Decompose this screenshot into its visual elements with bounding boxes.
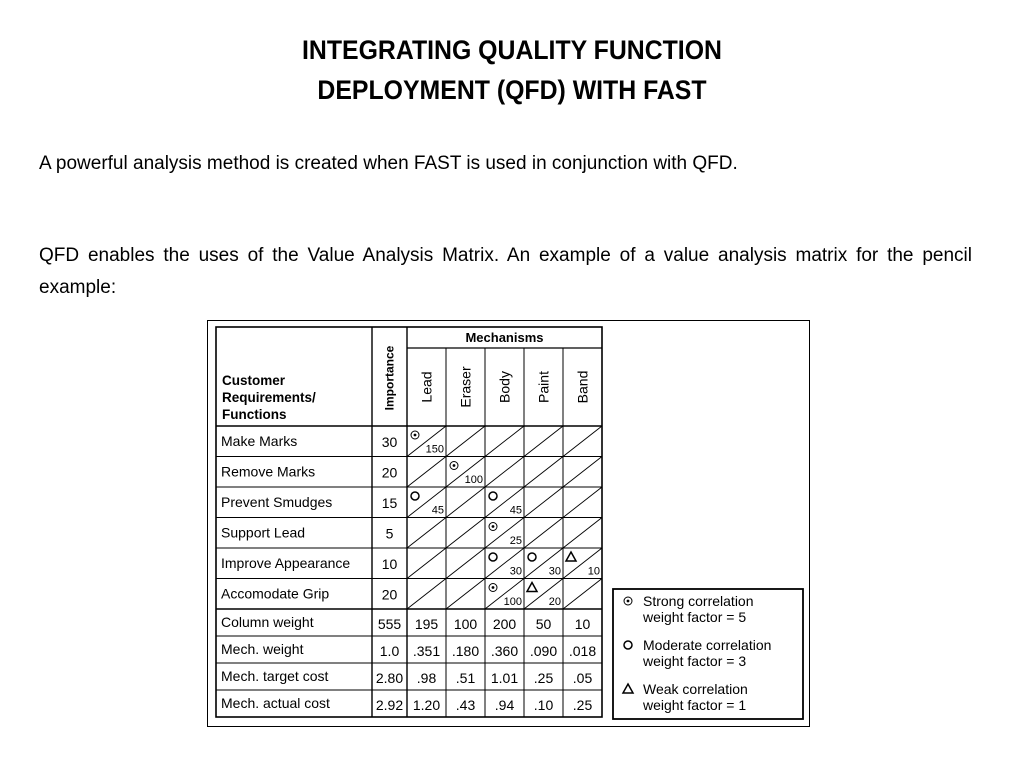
- summary-row-label: Mech. actual cost: [221, 695, 330, 711]
- summary-value: .94: [494, 697, 515, 713]
- row-label: Improve Appearance: [221, 555, 351, 571]
- cell-diagonal: [563, 426, 602, 457]
- legend-text: Strong correlation: [643, 593, 754, 609]
- summary-value: .51: [455, 670, 476, 686]
- row-header-label: Customer: [222, 373, 286, 388]
- row-header-label: Functions: [222, 407, 287, 422]
- summary-value: .351: [412, 643, 441, 659]
- cell-diagonal: [407, 548, 446, 579]
- row-label: Make Marks: [221, 433, 298, 449]
- cell-diagonal: [407, 457, 446, 488]
- legend-triangle-icon: [623, 684, 633, 693]
- row-importance: 20: [381, 464, 398, 481]
- summary-row-label: Mech. weight: [221, 641, 304, 657]
- summary-value: 10: [574, 616, 591, 632]
- summary-value: 1.20: [412, 697, 441, 713]
- cell-diagonal: [446, 579, 485, 610]
- cell-value: 45: [509, 504, 522, 517]
- cell-diagonal: [563, 518, 602, 549]
- cell-symbol-circled-dot-center: [453, 464, 456, 467]
- mechanism-header-eraser: Eraser: [457, 366, 474, 408]
- summary-value: 2.80: [375, 670, 404, 686]
- title-line-1: INTEGRATING QUALITY FUNCTION: [302, 35, 722, 65]
- mechanism-header-paint: Paint: [535, 371, 552, 403]
- cell-symbol-circled-dot-center: [414, 434, 417, 437]
- cell-diagonal: [563, 579, 602, 610]
- summary-value: 195: [414, 616, 439, 632]
- cell-value: 30: [509, 565, 522, 578]
- row-header-label: Requirements/: [222, 390, 316, 405]
- cell-diagonal: [563, 457, 602, 488]
- cell-diagonal: [524, 426, 563, 457]
- summary-value: .10: [533, 697, 554, 713]
- cell-symbol-circle-icon: [411, 492, 419, 500]
- paragraph-2: QFD enables the uses of the Value Analysis Matrix. An example of a value analysis matrix for the pencil example:: [39, 245, 972, 298]
- legend-text: weight factor = 5: [643, 609, 747, 625]
- cell-diagonal: [485, 426, 524, 457]
- summary-value: .25: [533, 670, 554, 686]
- legend-circle-icon: [624, 641, 632, 649]
- mechanisms-header: Mechanisms: [465, 330, 544, 345]
- summary-value: 100: [453, 616, 478, 632]
- cell-value: 25: [509, 535, 522, 547]
- row-label: Accomodate Grip: [221, 585, 330, 602]
- cell-diagonal: [485, 457, 524, 488]
- summary-value: .018: [568, 643, 597, 659]
- paragraph-1: A powerful analysis method is created when FAST is used in conjunction with QFD.: [39, 153, 738, 174]
- title-line-2: DEPLOYMENT (QFD) WITH FAST: [317, 75, 707, 105]
- cell-symbol-circle-icon: [489, 553, 497, 561]
- value-analysis-matrix-figure: [207, 320, 810, 727]
- summary-value: .25: [572, 697, 593, 713]
- importance-header: Importance: [382, 345, 397, 411]
- summary-value: .43: [455, 697, 476, 713]
- summary-value: 1.01: [490, 670, 519, 686]
- summary-value: 2.92: [375, 697, 404, 713]
- row-importance: 10: [381, 556, 398, 572]
- summary-value: 555: [377, 616, 402, 632]
- cell-diagonal: [524, 487, 563, 518]
- cell-diagonal: [563, 487, 602, 518]
- cell-symbol-triangle-icon: [527, 583, 537, 592]
- summary-value: .05: [572, 670, 593, 686]
- summary-value: 50: [535, 616, 552, 632]
- row-importance: 30: [381, 434, 398, 450]
- summary-value: .180: [451, 643, 480, 659]
- cell-value: 30: [548, 565, 561, 578]
- cell-diagonal: [407, 518, 446, 549]
- cell-value: 10: [587, 565, 600, 578]
- cell-value: 100: [503, 596, 522, 608]
- cell-diagonal: [524, 457, 563, 488]
- cell-value: 100: [464, 474, 483, 486]
- summary-row-label: Mech. target cost: [221, 668, 329, 684]
- mechanism-header-lead: Lead: [418, 371, 435, 403]
- cell-symbol-circle-icon: [528, 553, 536, 561]
- cell-diagonal: [446, 426, 485, 457]
- row-label: Prevent Smudges: [221, 494, 333, 510]
- summary-value: .360: [490, 643, 519, 659]
- cell-symbol-circled-dot-center: [492, 586, 495, 589]
- cell-value: 20: [548, 596, 561, 608]
- summary-value: .090: [529, 643, 558, 659]
- mechanism-header-band: Band: [574, 370, 591, 404]
- summary-value: 1.0: [379, 643, 400, 659]
- row-importance: 5: [385, 525, 394, 542]
- summary-value: .98: [416, 670, 437, 686]
- row-label: Support Lead: [221, 524, 306, 541]
- cell-diagonal: [446, 487, 485, 518]
- summary-value: 200: [492, 616, 517, 632]
- legend-text: weight factor = 1: [643, 697, 747, 713]
- legend-text: Moderate correlation: [643, 637, 772, 653]
- row-importance: 15: [381, 495, 398, 511]
- summary-row-label: Column weight: [221, 614, 314, 630]
- slide-title: [41, 30, 983, 110]
- cell-value: 45: [431, 504, 444, 517]
- cell-diagonal: [446, 548, 485, 579]
- cell-symbol-circle-icon: [489, 492, 497, 500]
- mechanism-header-body: Body: [496, 371, 513, 403]
- row-importance: 20: [381, 586, 398, 603]
- cell-diagonal: [446, 518, 485, 549]
- cell-symbol-circled-dot-center: [492, 525, 495, 528]
- legend-text: weight factor = 3: [643, 653, 747, 669]
- cell-value: 150: [425, 443, 444, 456]
- legend-circled-dot-center: [627, 600, 630, 603]
- value-analysis-matrix: [208, 321, 809, 726]
- cell-symbol-triangle-icon: [566, 552, 576, 561]
- cell-diagonal: [407, 579, 446, 610]
- row-label: Remove Marks: [221, 463, 316, 480]
- cell-diagonal: [524, 518, 563, 549]
- legend-text: Weak correlation: [643, 681, 748, 697]
